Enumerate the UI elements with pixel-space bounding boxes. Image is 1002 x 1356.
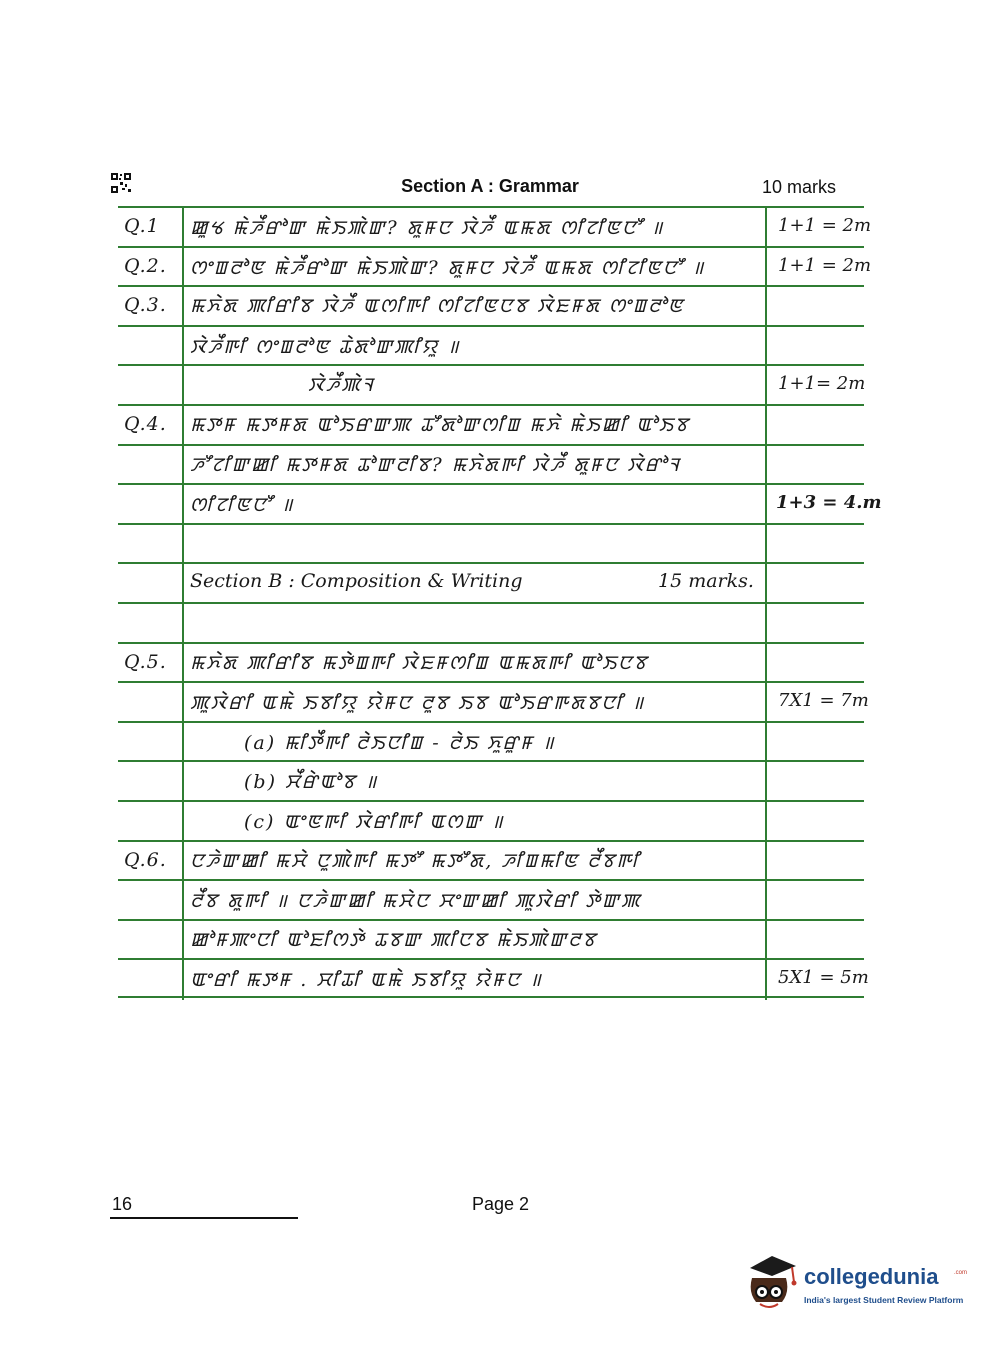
section-title: Section A : Grammar [401,176,579,196]
mascot-icon [742,1252,800,1314]
section-b-marks: 15 marks. [658,570,754,593]
table-row [118,523,864,563]
answer-text: (a) ꯃꯤꯇꯩꯒꯤ ꯂꯥꯏꯅꯤꯡ - ꯂꯥꯏ ꯈꯨꯔꯨꯝ ॥ [244,731,556,754]
answer-text: ꯂꯩꯕ ꯗꯨꯒꯤ ॥ ꯅꯍꯥꯛꯀꯤ ꯃꯆꯥꯅ ꯆꯦꯛꯀꯤ ꯄꯨꯋꯥꯔꯤ ꯇꯥꯛꯄ [190,890,642,913]
question-number: Q.4. [124,412,167,435]
row-marks: 1+3 = 4.m [776,492,882,514]
answer-text: ꯀꯣꯝꯄꯦꯅꯤ ꯑꯣꯐꯤꯁꯇꯥ ꯊꯕꯛ ꯄꯤꯅꯕ ꯃꯥꯏꯄꯥꯛꯂꯕ [190,928,598,951]
table-row [118,206,872,246]
table-row [118,483,882,523]
table-row [118,325,864,365]
answer-text: ꯑꯦꯔꯤ ꯃꯇꯝ . ꯆꯤꯊꯤ ꯑꯃꯥ ꯏꯕꯤꯌꯨ ꯌꯥꯝꯅ ॥ [190,969,543,992]
question-number: Q.3. [124,294,167,317]
logo-tagline: India's largest Student Review Platform [804,1295,964,1305]
question-number: Q.2. [124,254,167,277]
answer-text: ꯁꯦꯡꯂꯣꯟ ꯃꯥꯍꯩꯔꯣꯛ ꯃꯥꯏꯄꯥꯛ? ꯗꯨꯝꯅ ꯋꯥꯍꯩ ꯑꯃꯗ ꯁꯤꯖꯤꯟꯅꯧ ॥ [190,256,706,279]
table-row [118,642,864,682]
table-row [118,840,864,880]
table-row [118,246,872,286]
answer-text: (b) ꯆꯩꯔꯥꯑꯣꯕ ॥ [244,771,379,794]
answer-text: ꯃꯈꯥꯗ ꯄꯤꯔꯤꯕ ꯋꯥꯍꯩ ꯑꯁꯤꯒꯤ ꯁꯤꯖꯤꯟꯅꯕ ꯋꯥꯐꯝꯗ ꯁꯦꯡꯂꯣꯟ [190,295,685,318]
table-row [118,444,864,484]
row-marks: 1+1 = 2m [778,215,872,236]
table-row [118,919,864,959]
table-row [118,285,864,325]
answer-text: ꯀꯨꯠ ꯃꯥꯍꯩꯔꯣꯛ ꯃꯥꯏꯄꯥꯛ? ꯗꯨꯝꯅ ꯋꯥꯍꯩ ꯑꯃꯗ ꯁꯤꯖꯤꯟꯅꯧ ॥ [190,217,665,239]
table-row [118,958,869,998]
total-marks: 10 marks [762,177,837,197]
page-label: Page 2 [472,1194,530,1214]
row-marks: 7X1 = 7m [778,690,869,712]
question-number: Q.1 [124,215,160,237]
answer-sheet [118,206,882,998]
answer-text: ꯅꯍꯥꯛꯀꯤ ꯃꯆꯥ ꯅꯨꯄꯥꯒꯤ ꯃꯇꯧ ꯃꯇꯧꯗ, ꯍꯤꯡꯃꯤꯟ ꯂꯩꯕꯒꯤ [190,849,641,872]
answer-text: ꯍꯧꯖꯤꯛꯀꯤ ꯃꯇꯝꯗ ꯊꯣꯛꯂꯤꯕ? ꯃꯈꯥꯗꯒꯤ ꯋꯥꯍꯩ ꯗꯨꯝꯅ ꯋꯥꯔꯣꯜ [190,453,681,476]
answer-text: ꯋꯥꯍꯩꯄꯥꯜ [308,374,375,397]
logo-name: collegedunia [804,1264,939,1289]
table-row [118,562,864,602]
table-row [118,760,864,800]
answer-text: (c) ꯑꯦꯟꯒꯤ ꯋꯥꯔꯤꯒꯤ ꯑꯁꯛ ॥ [244,810,505,833]
table-row [118,879,864,919]
table-row [118,721,864,761]
answer-text: ꯄꯨꯋꯥꯔꯤ ꯑꯃꯥ ꯏꯕꯤꯌꯨ ꯌꯥꯝꯅ ꯂꯨꯕ ꯏꯕ ꯑꯣꯏꯔꯒꯗꯕꯅꯤ ॥ [190,692,646,715]
row-marks: 1+1= 2m [778,373,866,395]
question-number: Q.6. [124,848,167,871]
page-number-left: 16 [112,1194,133,1214]
footer-underline [110,1217,298,1219]
logo-dotcom: .com [954,1270,968,1276]
row-marks: 5X1 = 5m [778,967,869,989]
table-row [118,800,864,840]
table-row [118,681,869,721]
row-marks: 1+1 = 2m [778,254,872,276]
answer-text: ꯃꯈꯥꯗ ꯄꯤꯔꯤꯕ ꯃꯇꯥꯡꯒꯤ ꯋꯥꯐꯝꯁꯤꯡ ꯑꯃꯗꯒꯤ ꯑꯣꯏꯅꯕ [190,651,649,674]
answer-text: ꯋꯥꯍꯩꯒꯤ ꯁꯦꯡꯂꯣꯟ ꯊꯥꯗꯣꯛꯄꯤꯌꯨ ॥ [190,335,461,358]
question-number: Q.5. [124,650,167,673]
section-b-title: Section B : Composition & Writing [190,570,523,593]
collegedunia-logo [742,1250,972,1320]
table-row [118,364,864,404]
table-row [118,404,864,444]
table-row [118,602,864,642]
answer-text: ꯃꯇꯝ ꯃꯇꯝꯗ ꯑꯣꯏꯔꯛꯄ ꯊꯧꯗꯣꯛꯁꯤꯡ ꯃꯈꯥ ꯃꯥꯏꯀꯤ ꯑꯣꯏꯕ [190,413,690,436]
answer-text: ꯁꯤꯖꯤꯟꯅꯧ ॥ [190,494,295,517]
